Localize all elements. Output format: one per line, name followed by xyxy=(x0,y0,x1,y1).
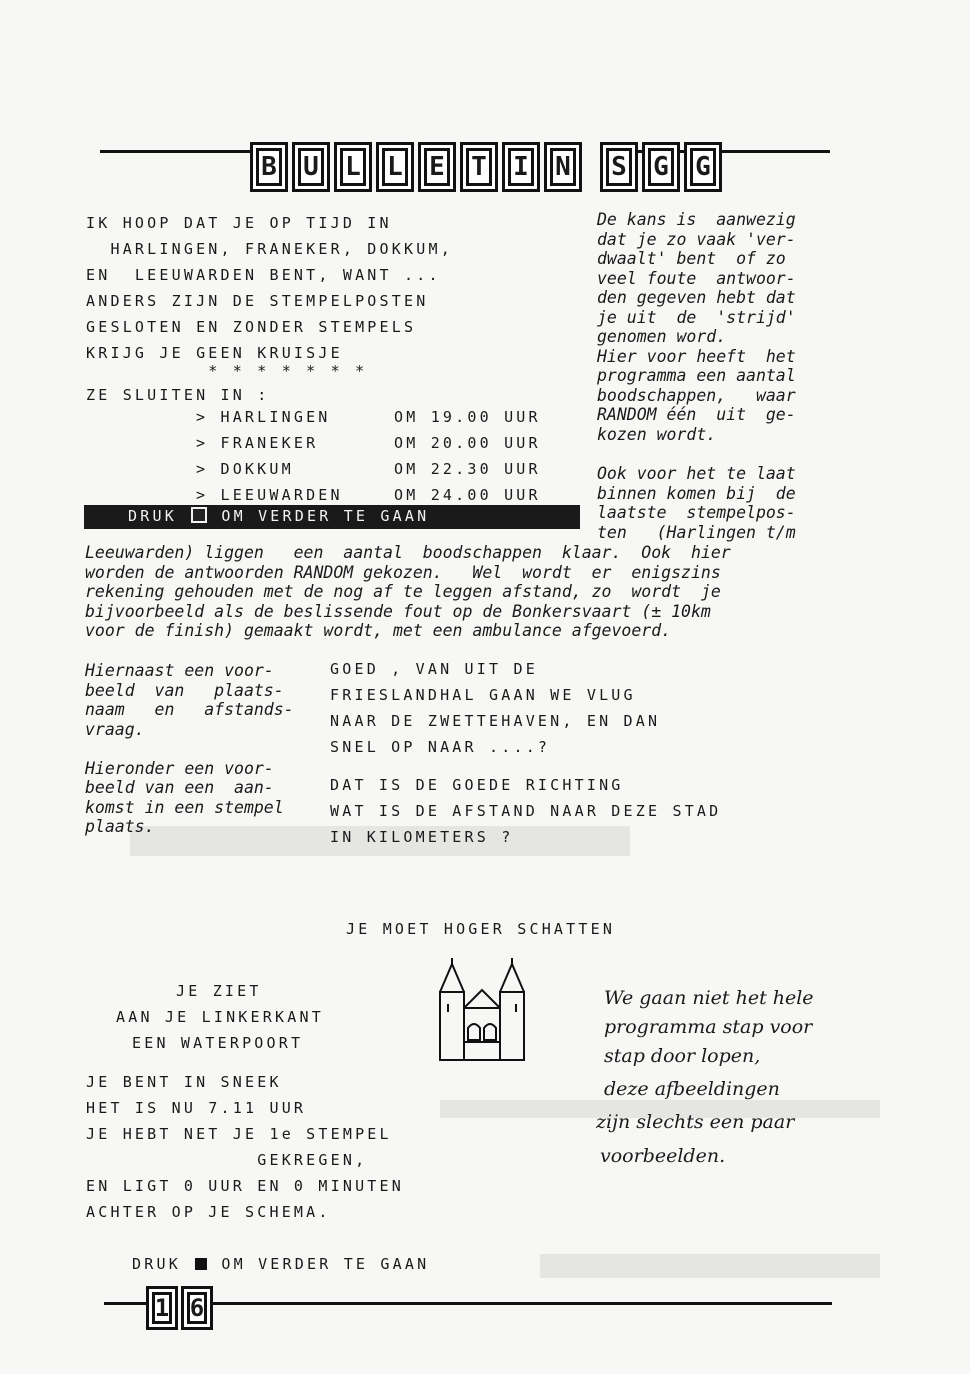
side-line: boodschappen, waar xyxy=(597,386,796,405)
side-line: Ook voor het te laat xyxy=(597,464,796,483)
arrival-line: JE ZIET xyxy=(176,982,262,1000)
closing-time: OM 22.30 UUR xyxy=(394,460,541,478)
intro-line: HARLINGEN, FRANEKER, DOKKUM, xyxy=(86,240,453,258)
arrival-line: AAN JE LINKERKANT xyxy=(116,1008,324,1026)
show-through-band xyxy=(540,1254,880,1278)
intro-line: EN LEEUWARDEN BENT, WANT ... xyxy=(86,266,441,284)
note-line: zijn slechts een paar xyxy=(596,1111,795,1133)
banner-letter: G xyxy=(684,142,722,192)
arrival-line: ACHTER OP JE SCHEMA. xyxy=(86,1203,331,1221)
header-rule-left xyxy=(100,150,250,153)
question-line: DAT IS DE GOEDE RICHTING xyxy=(330,776,624,794)
closing-time: OM 20.00 UUR xyxy=(394,434,541,452)
footer-rule-right xyxy=(208,1302,832,1305)
banner-letter: G xyxy=(642,142,680,192)
side-line: binnen komen bij de xyxy=(597,484,796,503)
intro-line: KRIJG JE GEEN KRUISJE xyxy=(86,344,343,362)
paragraph-line: rekening gehouden met de nog af te leggen afstand, zo wordt je xyxy=(85,582,721,601)
arrival-line: JE HEBT NET JE 1e STEMPEL xyxy=(86,1125,392,1143)
note-line: We gaan niet het hele xyxy=(604,987,814,1009)
question-line: IN KILOMETERS ? xyxy=(330,828,514,846)
banner-letter: S xyxy=(600,142,638,192)
arrival-line: EN LIGT 0 UUR EN 0 MINUTEN xyxy=(86,1177,404,1195)
continue-prompt xyxy=(132,1251,429,1277)
continue-prompt-post: OM VERDER TE GAAN xyxy=(209,1255,430,1273)
intro-line: ZE SLUITEN IN : xyxy=(86,386,270,404)
banner-letter: T xyxy=(460,142,498,192)
side-line: genomen word. xyxy=(597,327,727,346)
closing-time: OM 24.00 UUR xyxy=(394,486,541,504)
side-line: De kans is aanwezig xyxy=(597,210,796,229)
banner-letter: U xyxy=(292,142,330,192)
side-line: dat je zo vaak 'ver- xyxy=(597,230,796,249)
question-line: SNEL OP NAAR ....? xyxy=(330,738,551,756)
side-line: laatste stempelpos- xyxy=(597,503,796,522)
closing-city: > LEEUWARDEN xyxy=(196,486,343,504)
intro-line: IK HOOP DAT JE OP TIJD IN xyxy=(86,214,392,232)
closing-city: > DOKKUM xyxy=(196,460,294,478)
side-line: ten (Harlingen t/m xyxy=(597,523,796,542)
continue-prompt-pre: DRUK xyxy=(132,1255,194,1273)
banner-letter: N xyxy=(544,142,582,192)
arrival-line: EEN WATERPOORT xyxy=(132,1034,304,1052)
estimate-feedback: JE MOET HOGER SCHATTEN xyxy=(346,920,616,938)
side-line: den gegeven hebt dat xyxy=(597,288,796,307)
side-line: RANDOM één uit ge- xyxy=(597,405,796,424)
paragraph-line: Leeuwarden) liggen een aantal boodschappen klaar. Ook hier xyxy=(85,543,731,562)
paragraph-line: voor de finish) gemaakt wordt, met een ambulance afgevoerd. xyxy=(85,621,672,640)
question-line: FRIESLANDHAL GAAN WE VLUG xyxy=(330,686,636,704)
note-line: deze afbeeldingen xyxy=(604,1078,780,1100)
closing-time: OM 19.00 UUR xyxy=(394,408,541,426)
note-line: voorbeelden. xyxy=(600,1145,726,1167)
question-line: GOED , VAN UIT DE xyxy=(330,660,538,678)
key-icon xyxy=(195,1258,207,1270)
side-line: kozen wordt. xyxy=(597,425,717,444)
side-line: dwaalt' bent of zo xyxy=(597,249,786,268)
continue-prompt-post: OM VERDER TE GAAN xyxy=(209,507,430,525)
banner-letter: L xyxy=(334,142,372,192)
banner-spacer xyxy=(586,145,596,189)
question-line: WAT IS DE AFSTAND NAAR DEZE STAD xyxy=(330,802,722,820)
banner-letter: B xyxy=(250,142,288,192)
key-icon xyxy=(191,507,207,523)
caption-line: beeld van een aan- xyxy=(85,778,274,797)
continue-prompt-pre: DRUK xyxy=(128,507,190,525)
waterpoort-icon xyxy=(436,956,528,1062)
footer-rule-left xyxy=(104,1302,146,1305)
caption-line: beeld van plaats- xyxy=(85,681,284,700)
note-line: stap door lopen, xyxy=(604,1045,761,1067)
question-line: NAAR DE ZWETTEHAVEN, EN DAN xyxy=(330,712,661,730)
page-digit: 1 xyxy=(146,1286,178,1330)
closing-city: > FRANEKER xyxy=(196,434,319,452)
banner-letter: E xyxy=(418,142,456,192)
bulletin-banner xyxy=(250,142,722,192)
arrival-line: GEKREGEN, xyxy=(86,1151,368,1169)
caption-line: vraag. xyxy=(85,720,145,739)
continue-prompt-bar xyxy=(84,505,580,529)
page-digit: 6 xyxy=(181,1286,213,1330)
side-line: programma een aantal xyxy=(597,366,796,385)
paragraph-line: worden de antwoorden RANDOM gekozen. Wel wordt er enigszins xyxy=(85,563,721,582)
closing-city: > HARLINGEN xyxy=(196,408,331,426)
page-number xyxy=(146,1286,213,1330)
banner-letter: L xyxy=(376,142,414,192)
caption-line: naam en afstands- xyxy=(85,700,294,719)
note-line: programma stap voor xyxy=(604,1016,813,1038)
caption-line: Hieronder een voor- xyxy=(85,759,274,778)
banner-letter: I xyxy=(502,142,540,192)
caption-line: plaats. xyxy=(85,817,155,836)
arrival-line: JE BENT IN SNEEK xyxy=(86,1073,282,1091)
arrival-line: HET IS NU 7.11 UUR xyxy=(86,1099,307,1117)
side-line: veel foute antwoor- xyxy=(597,269,796,288)
caption-line: Hiernaast een voor- xyxy=(85,661,274,680)
intro-line: GESLOTEN EN ZONDER STEMPELS xyxy=(86,318,417,336)
side-line: Hier voor heeft het xyxy=(597,347,796,366)
caption-line: komst in een stempel xyxy=(85,798,284,817)
paragraph-line: bijvoorbeeld als de beslissende fout op de Bonkersvaart (± 10km xyxy=(85,602,711,621)
side-line: je uit de 'strijd' xyxy=(597,308,796,327)
intro-line: ANDERS ZIJN DE STEMPELPOSTEN xyxy=(86,292,429,310)
asterisk-line: * * * * * * * xyxy=(86,362,368,380)
